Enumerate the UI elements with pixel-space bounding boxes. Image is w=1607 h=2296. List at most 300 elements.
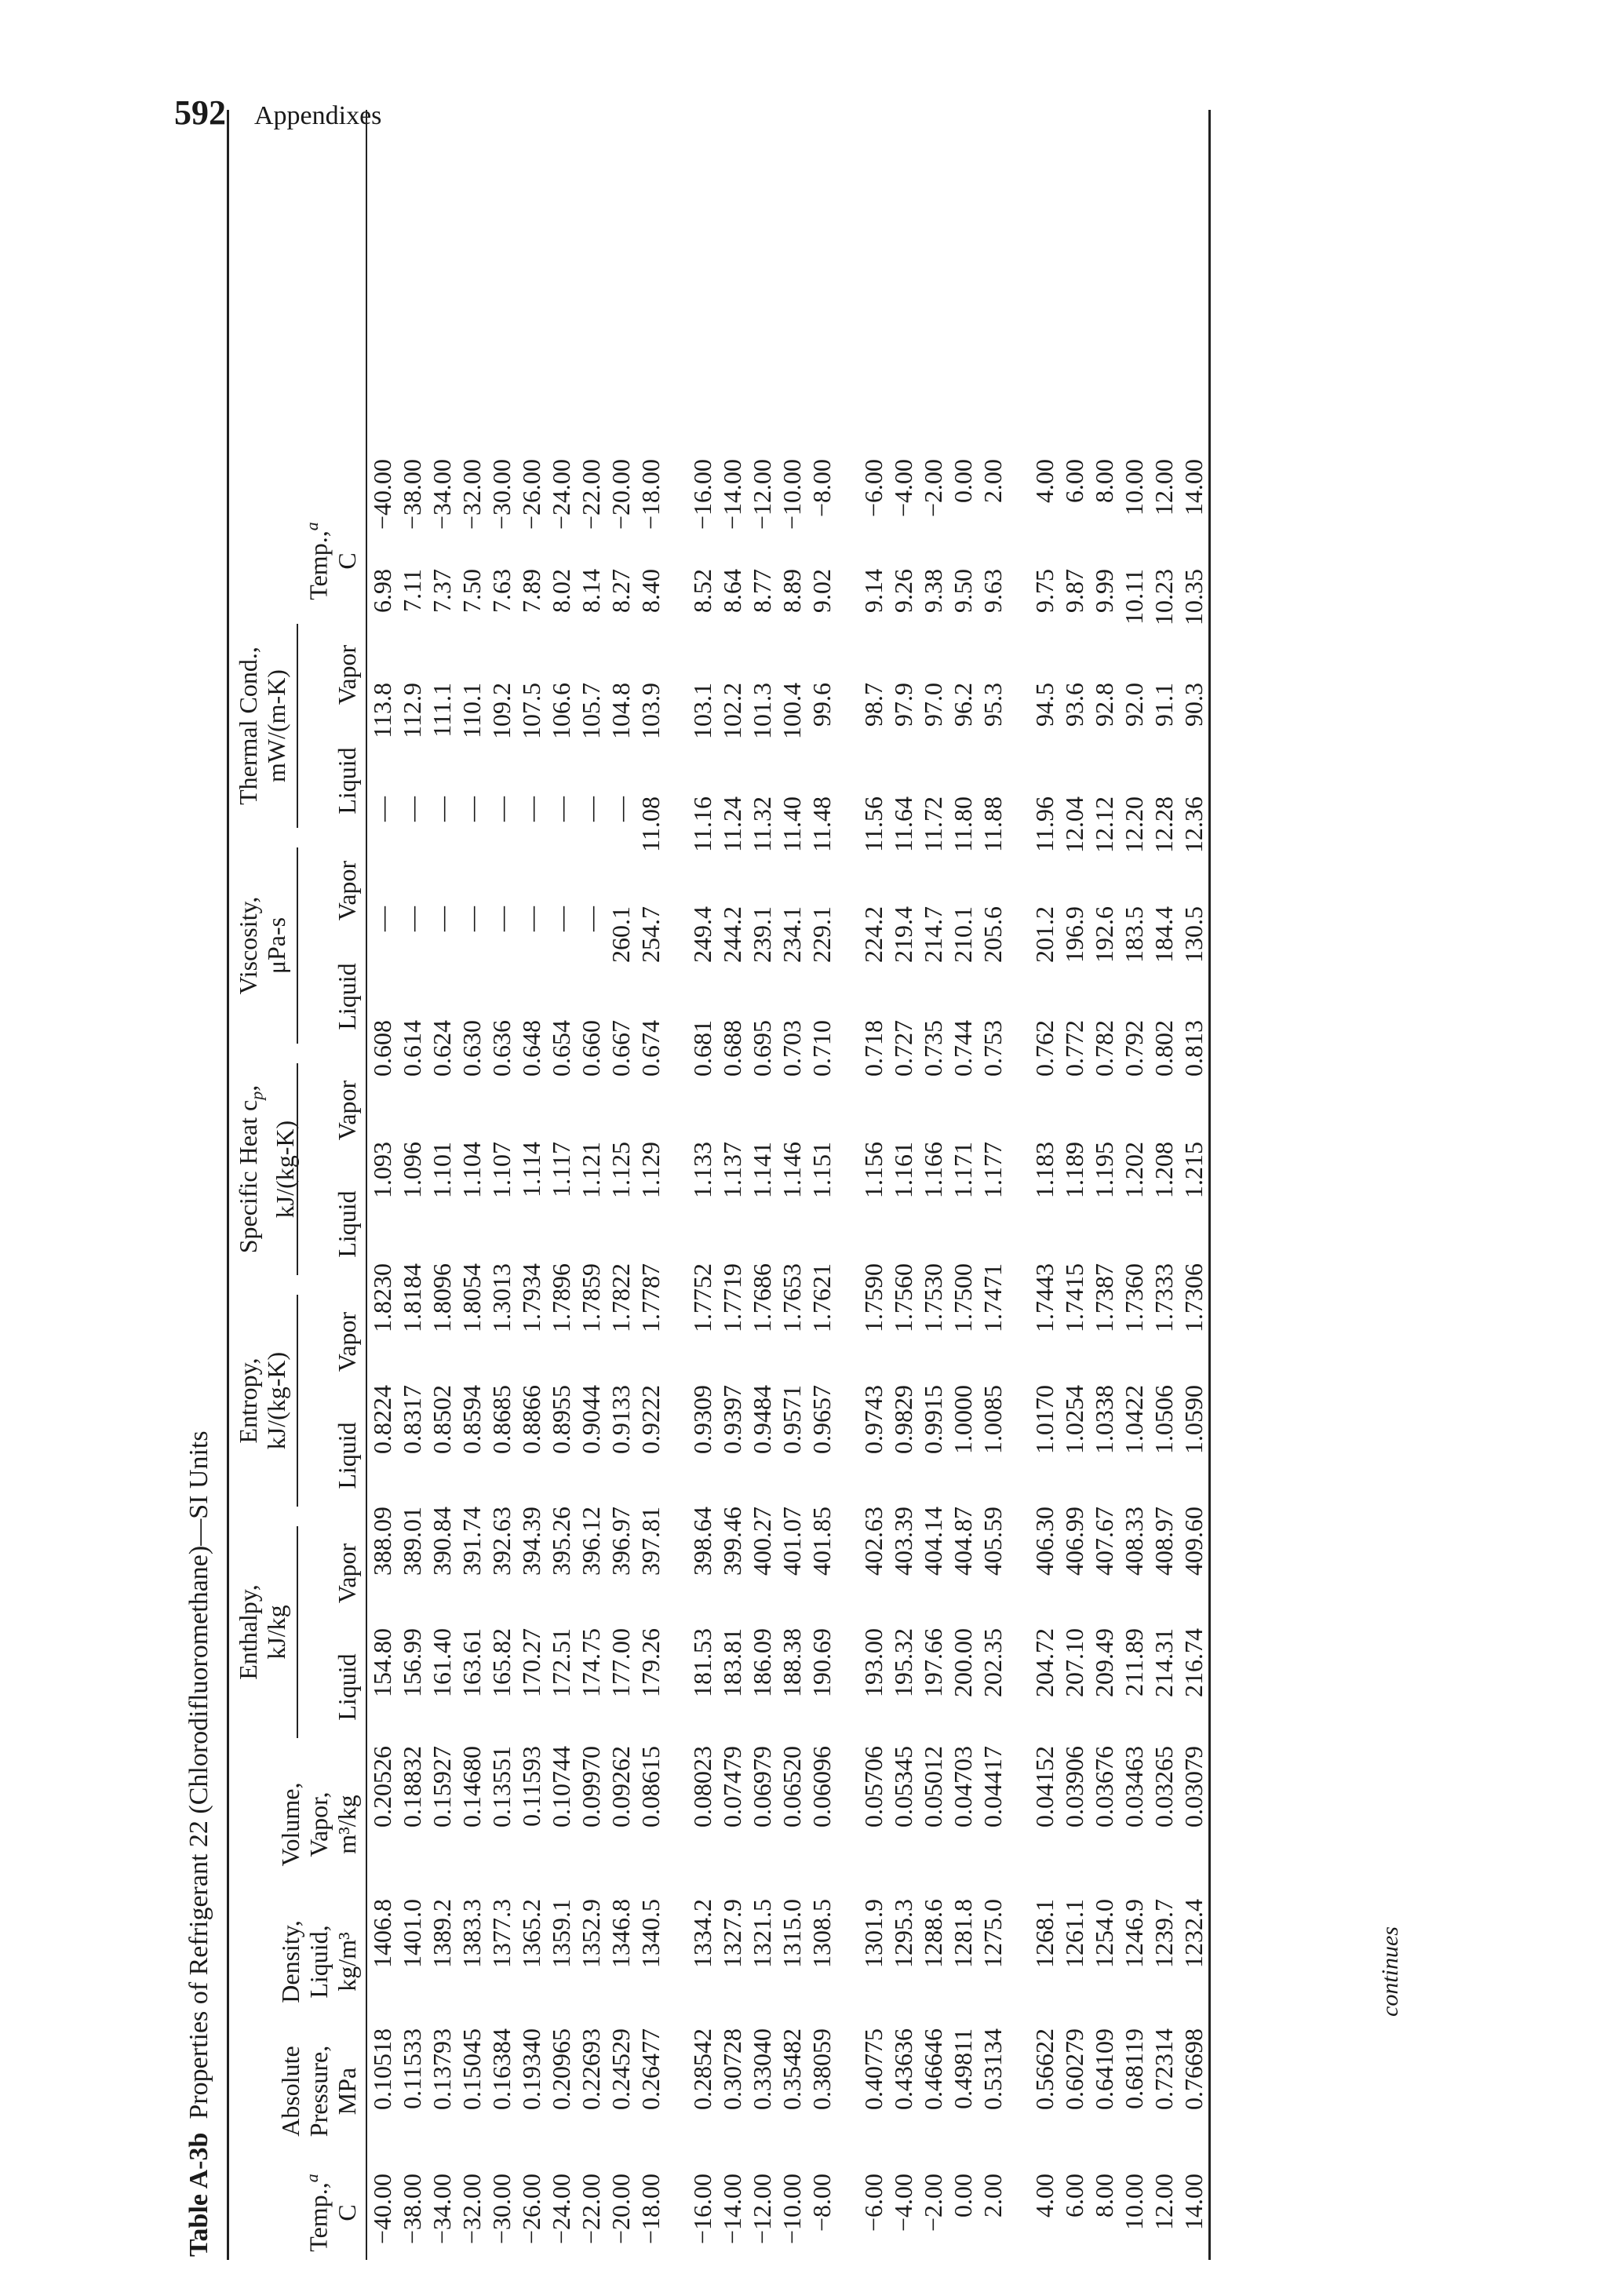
table-cell: 7.89 — [516, 569, 545, 613]
table-cell: 397.81 — [636, 1507, 665, 1576]
table-cell: 0.802 — [1149, 1020, 1178, 1077]
table-cell: −40.00 — [367, 2174, 396, 2245]
table-cell: 10.11 — [1119, 569, 1148, 625]
table-cell: 0.03463 — [1119, 1746, 1148, 1828]
table-cell: 406.99 — [1059, 1507, 1088, 1576]
header-cp-liquid: Liquid — [333, 1190, 361, 1258]
table-cell: 1.151 — [807, 1142, 836, 1198]
table-cell: 1281.8 — [948, 1899, 977, 1968]
table-cell: 9.75 — [1029, 569, 1059, 613]
entropy-rule — [297, 1295, 298, 1507]
table-cell: 95.3 — [978, 683, 1007, 727]
table-cell: 392.63 — [486, 1507, 516, 1576]
table-cell: −26.00 — [516, 2174, 545, 2245]
table-cell: 188.38 — [777, 1628, 806, 1697]
table-cell: 1327.9 — [717, 1899, 746, 1968]
table-cell: 396.97 — [606, 1507, 635, 1576]
table-cell: 0.19340 — [516, 2028, 545, 2110]
table-cell: 388.09 — [367, 1507, 396, 1576]
table-label: Table A-3b — [184, 2132, 213, 2257]
table-row — [367, 110, 397, 2260]
table-cell: −22.00 — [576, 459, 605, 530]
table-row — [807, 110, 836, 2260]
table-cell: −20.00 — [606, 459, 635, 530]
header-entropy-liquid: Liquid — [333, 1422, 361, 1489]
table-cell: 1275.0 — [978, 1899, 1007, 1968]
table-cell: 1.107 — [486, 1142, 516, 1198]
table-cell: 9.14 — [858, 569, 887, 613]
table-cell: 1.141 — [747, 1142, 776, 1198]
table-cell: — — [576, 796, 605, 822]
table-cell: 11.88 — [978, 796, 1007, 852]
table-cell: 0.03079 — [1179, 1746, 1208, 1828]
table-cell: 0.72314 — [1149, 2028, 1178, 2110]
table-cell: 1315.0 — [777, 1899, 806, 1968]
table-cell: 409.60 — [1179, 1507, 1208, 1576]
table-cell: — — [606, 796, 635, 822]
table-cell: 193.00 — [858, 1628, 887, 1697]
table-cell: 192.6 — [1089, 906, 1118, 963]
table-cell: −2.00 — [918, 2174, 947, 2232]
table-cell: 1261.1 — [1059, 1899, 1088, 1968]
table-cell: 1.7686 — [747, 1263, 776, 1332]
table-cell: 11.08 — [636, 796, 665, 852]
table-cell: 201.2 — [1029, 906, 1059, 963]
table-cell: 1401.0 — [397, 1899, 426, 1968]
table-cell: −24.00 — [546, 459, 575, 530]
table-cell: 174.75 — [576, 1628, 605, 1697]
table-cell: 0.753 — [978, 1020, 1007, 1077]
table-cell: 1.093 — [367, 1142, 396, 1198]
table-cell: 8.64 — [717, 569, 746, 613]
table-cell: 0.43636 — [888, 2028, 917, 2110]
table-cell: 0.8866 — [516, 1385, 545, 1454]
table-cell: 1268.1 — [1029, 1899, 1059, 1968]
table-cell: — — [457, 906, 486, 931]
enthalpy-rule — [297, 1526, 298, 1738]
table-cell: 0.35482 — [777, 2028, 806, 2110]
table-cell: 0.8955 — [546, 1385, 575, 1454]
table-cell: 0.9044 — [576, 1385, 605, 1454]
table-cell: 9.99 — [1089, 569, 1118, 613]
table-cell: 2.00 — [978, 2174, 1007, 2218]
table-cell: 0.08023 — [687, 1746, 716, 1828]
table-cell: 0.9571 — [777, 1385, 806, 1454]
continues-note: continues — [1377, 1926, 1403, 2017]
table-cell: 1346.8 — [606, 1899, 635, 1968]
table-cell: −34.00 — [427, 459, 456, 530]
table-row — [948, 110, 978, 2260]
table-cell: −12.00 — [747, 459, 776, 530]
table-cell: 1.0590 — [1179, 1385, 1208, 1454]
table-cell: 0.648 — [516, 1020, 545, 1077]
table-cell: — — [427, 796, 456, 822]
table-cell: 0.9743 — [858, 1385, 887, 1454]
table-cell: 0.11533 — [397, 2028, 426, 2109]
table-cell: 1.7333 — [1149, 1263, 1178, 1332]
table-row — [427, 110, 457, 2260]
table-cell: 0.33040 — [747, 2028, 776, 2110]
table-row — [516, 110, 546, 2260]
table-cell: 1.7859 — [576, 1263, 605, 1332]
table-cell: 1.7530 — [918, 1263, 947, 1332]
table-cell: 1.171 — [948, 1142, 977, 1198]
table-cell: 9.50 — [948, 569, 977, 613]
table-cell: 1.7621 — [807, 1263, 836, 1332]
table-cell: 0.8594 — [457, 1385, 486, 1454]
table-cell: 8.77 — [747, 569, 776, 613]
table-cell: 200.00 — [948, 1628, 977, 1697]
table-cell: −30.00 — [486, 459, 516, 530]
table-cell: 0.24529 — [606, 2028, 635, 2110]
table-cell: 0.22693 — [576, 2028, 605, 2110]
table-cell: 12.20 — [1119, 796, 1148, 853]
table-cell: 156.99 — [397, 1628, 426, 1697]
table-cell: 0.38059 — [807, 2028, 836, 2110]
table-cell: 1.7306 — [1179, 1263, 1208, 1332]
table-cell: 183.81 — [717, 1628, 746, 1697]
table-cell: 1.096 — [397, 1142, 426, 1198]
header-enthalpy-liquid: Liquid — [333, 1653, 361, 1721]
group-gap — [665, 110, 687, 2260]
table-cell: 7.50 — [457, 569, 486, 613]
page-number: 592 — [174, 93, 226, 132]
table-cell: 112.9 — [397, 683, 426, 738]
table-cell: — — [457, 796, 486, 822]
table-cell: 0.762 — [1029, 1020, 1059, 1077]
table-cell: 196.9 — [1059, 906, 1088, 963]
table-cell: 11.72 — [918, 796, 947, 852]
table-cell: −4.00 — [888, 2174, 917, 2232]
table-cell: 403.39 — [888, 1507, 917, 1576]
header-thermal-vapor: Vapor — [333, 644, 361, 705]
table-cell: 0.20965 — [546, 2028, 575, 2110]
table-cell: 11.64 — [888, 796, 917, 852]
table-cell: 0.05012 — [918, 1746, 947, 1828]
table-cell: 1.125 — [606, 1142, 635, 1198]
table-cell: 181.53 — [687, 1628, 716, 1697]
table-cell: 0.08615 — [636, 1746, 665, 1828]
table-cell: 214.31 — [1149, 1628, 1178, 1697]
table-cell: 90.3 — [1179, 683, 1208, 727]
header-temp-right: Temp.,$^a$ C — [302, 522, 361, 600]
table-cell: 10.35 — [1179, 569, 1208, 625]
table-cell: 1.161 — [888, 1142, 917, 1198]
table-cell: 209.49 — [1089, 1628, 1118, 1697]
table-cell: 404.14 — [918, 1507, 947, 1576]
table-cell: 0.09970 — [576, 1746, 605, 1828]
table-cell: 0.10744 — [546, 1746, 575, 1828]
table-cell: 101.3 — [747, 683, 776, 739]
table-cell: 0.16384 — [486, 2028, 516, 2110]
table-cell: 7.63 — [486, 569, 516, 613]
table-cell: 105.7 — [576, 683, 605, 739]
thermal-rule — [297, 624, 298, 828]
table-cell: 1.7415 — [1059, 1263, 1088, 1332]
table-cell: 0.49811 — [948, 2028, 977, 2109]
table-cell: 0.00 — [948, 459, 977, 503]
table-cell: 224.2 — [858, 906, 887, 963]
table-cell: 1.0170 — [1029, 1385, 1059, 1454]
table-cell: 244.2 — [717, 906, 746, 963]
table-cell: 12.12 — [1089, 796, 1118, 853]
table-cell: 0.688 — [717, 1020, 746, 1077]
table-cell: −22.00 — [576, 2174, 605, 2245]
table-row — [457, 110, 486, 2260]
table-cell: 1.202 — [1119, 1142, 1148, 1198]
table-body — [367, 110, 1208, 2260]
table-cell: 1.195 — [1089, 1142, 1118, 1198]
table-cell: — — [546, 796, 575, 822]
table-cell: 92.0 — [1119, 683, 1148, 727]
table-cell: 0.9915 — [918, 1385, 947, 1454]
table-cell: — — [427, 906, 456, 931]
table-cell: 12.28 — [1149, 796, 1178, 853]
table-cell: — — [367, 906, 396, 931]
table-cell: −8.00 — [807, 459, 836, 518]
header-thermal-conductivity: Thermal Cond., mW/(m-K) — [234, 647, 290, 805]
table-cell: −38.00 — [397, 459, 426, 530]
table-cell: 399.46 — [717, 1507, 746, 1576]
table-cell: −16.00 — [687, 2174, 716, 2245]
table-cell: 398.64 — [687, 1507, 716, 1576]
table-cell: 407.67 — [1089, 1507, 1118, 1576]
table-cell: 1.0085 — [978, 1385, 1007, 1454]
table-cell: 0.53134 — [978, 2028, 1007, 2110]
table-cell: 402.63 — [858, 1507, 887, 1576]
table-cell: 1.7387 — [1089, 1263, 1118, 1332]
table-cell: 170.27 — [516, 1628, 545, 1697]
table-cell: 0.608 — [367, 1020, 396, 1077]
table-cell: 1.0506 — [1149, 1385, 1178, 1454]
table-cell: 110.1 — [457, 683, 486, 738]
table-cell: 12.04 — [1059, 796, 1088, 853]
table-cell: 93.6 — [1059, 683, 1088, 727]
table-cell: 1.166 — [918, 1142, 947, 1198]
table-cell: −38.00 — [397, 2174, 426, 2245]
table-cell: 0.05345 — [888, 1746, 917, 1828]
table-cell: −40.00 — [367, 459, 396, 530]
table-cell: 9.63 — [978, 569, 1007, 613]
table-cell: 1246.9 — [1119, 1899, 1148, 1968]
table-cell: −10.00 — [777, 2174, 806, 2245]
table-cell: 1.8096 — [427, 1263, 456, 1332]
table-cell: — — [516, 906, 545, 931]
table-cell: 1406.8 — [367, 1899, 396, 1968]
header-thermal-liquid: Liquid — [333, 747, 361, 815]
specific-heat-rule — [297, 1063, 298, 1275]
table-cell: −34.00 — [427, 2174, 456, 2245]
table-cell: 400.27 — [747, 1507, 776, 1576]
table-cell: 1.183 — [1029, 1142, 1059, 1198]
table-cell: 0.654 — [546, 1020, 575, 1077]
table-cell: −20.00 — [606, 2174, 635, 2245]
table-cell: 0.660 — [576, 1020, 605, 1077]
table-row — [636, 110, 665, 2260]
header-specific-heat: Specific Heat $c_p$, kJ/(kg-K) — [234, 1084, 300, 1254]
table-cell: −32.00 — [457, 459, 486, 530]
table-cell: 1.7822 — [606, 1263, 635, 1332]
table-cell: 260.1 — [606, 906, 635, 963]
table-cell: 1.3013 — [486, 1263, 516, 1332]
table-cell: 1.189 — [1059, 1142, 1088, 1198]
header-density: Density, Liquid, kg/m³ — [276, 1920, 361, 2003]
table-cell: 0.68119 — [1119, 2028, 1148, 2109]
table-cell: 92.8 — [1089, 683, 1118, 727]
table-cell: 11.40 — [777, 796, 806, 852]
viscosity-rule — [297, 847, 298, 1044]
table-cell: 10.23 — [1149, 569, 1178, 625]
table-cell: 1254.0 — [1089, 1899, 1118, 1968]
table-cell: 1.7934 — [516, 1263, 545, 1332]
table-cell: 154.80 — [367, 1628, 396, 1697]
table-cell: 8.52 — [687, 569, 716, 613]
table-cell: 1359.1 — [546, 1899, 575, 1968]
table-caption — [184, 110, 227, 2260]
table-cell: 0.06979 — [747, 1746, 776, 1828]
table-cell: 0.46646 — [918, 2028, 947, 2110]
table-cell: 0.18832 — [397, 1746, 426, 1828]
header-enthalpy-vapor: Vapor — [333, 1543, 361, 1604]
table-cell: — — [397, 796, 426, 822]
table-cell: — — [516, 796, 545, 822]
table-cell: 195.32 — [888, 1628, 917, 1697]
table-cell: 0.735 — [918, 1020, 947, 1077]
table-cell: 0.09262 — [606, 1746, 635, 1828]
table-row — [1149, 110, 1179, 2260]
table-row — [717, 110, 747, 2260]
table-cell: 0.681 — [687, 1020, 716, 1077]
table-cell: 1321.5 — [747, 1899, 776, 1968]
table-cell: 207.10 — [1059, 1628, 1088, 1697]
table-cell: −14.00 — [717, 2174, 746, 2245]
table-cell: 0.15045 — [457, 2028, 486, 2110]
table-cell: 130.5 — [1179, 906, 1208, 963]
table-cell: 391.74 — [457, 1507, 486, 1576]
table-cell: 10.00 — [1119, 459, 1148, 516]
table-cell: 179.26 — [636, 1628, 665, 1697]
table-cell: 0.630 — [457, 1020, 486, 1077]
table-cell: 0.703 — [777, 1020, 806, 1077]
running-head: Appendixes — [254, 101, 382, 130]
table-cell: 6.98 — [367, 569, 396, 613]
table-cell: 184.4 — [1149, 906, 1178, 963]
table-cell: 1.156 — [858, 1142, 887, 1198]
table-cell: 11.56 — [858, 796, 887, 852]
table-cell: 1334.2 — [687, 1899, 716, 1968]
table-cell: 1389.2 — [427, 1899, 456, 1968]
table-cell: 2.00 — [978, 459, 1007, 503]
table-cell: 0.26477 — [636, 2028, 665, 2110]
table-cell: 0.636 — [486, 1020, 516, 1077]
header-cp-vapor: Vapor — [333, 1080, 361, 1141]
table-cell: 1.8184 — [397, 1263, 426, 1332]
table-cell: −24.00 — [546, 2174, 575, 2245]
table-cell: 106.6 — [546, 683, 575, 739]
table-cell: 0.8224 — [367, 1385, 396, 1454]
table-cell: 219.4 — [888, 906, 917, 963]
table-cell: 0.10518 — [367, 2028, 396, 2110]
table-cell: 7.11 — [397, 569, 426, 612]
table-cell: 11.16 — [687, 796, 716, 852]
table-cell: −14.00 — [717, 459, 746, 530]
table-cell: 8.02 — [546, 569, 575, 613]
table-cell: 9.02 — [807, 569, 836, 613]
table-cell: 8.89 — [777, 569, 806, 613]
table-row — [888, 110, 918, 2260]
table-cell: 1.0000 — [948, 1385, 977, 1454]
table-cell: 0.667 — [606, 1020, 635, 1077]
table-cell: 1.101 — [427, 1142, 456, 1198]
table-cell: 389.01 — [397, 1507, 426, 1576]
table-cell: 1.117 — [546, 1142, 575, 1197]
table-row — [1089, 110, 1119, 2260]
table-cell: 6.00 — [1059, 2174, 1088, 2218]
table-cell: 1.7787 — [636, 1263, 665, 1332]
table-cell: 0.792 — [1119, 1020, 1148, 1077]
table-cell: 0.9133 — [606, 1385, 635, 1454]
table-row — [747, 110, 777, 2260]
table-cell: 0.782 — [1089, 1020, 1118, 1077]
header-viscosity-liquid: Liquid — [333, 963, 361, 1030]
table-cell: 210.1 — [948, 906, 977, 963]
table-cell: 0.8317 — [397, 1385, 426, 1454]
table-cell: 1383.3 — [457, 1899, 486, 1968]
table-cell: — — [397, 906, 426, 931]
table-cell: 0.674 — [636, 1020, 665, 1077]
table-cell: 91.1 — [1149, 683, 1178, 727]
table-cell: 0.11593 — [516, 1746, 545, 1827]
table-cell: 10.00 — [1119, 2174, 1148, 2230]
table-cell: 0.03906 — [1059, 1746, 1088, 1828]
table-cell: 204.72 — [1029, 1628, 1059, 1697]
table-cell: 396.12 — [576, 1507, 605, 1576]
table-cell: 9.38 — [918, 569, 947, 613]
header-entropy-vapor: Vapor — [333, 1311, 361, 1372]
table-cell: 99.6 — [807, 683, 836, 727]
table-cell: — — [367, 796, 396, 822]
table-cell: 1.7471 — [978, 1263, 1007, 1332]
table-cell: 1340.5 — [636, 1899, 665, 1968]
table-cell: 7.37 — [427, 569, 456, 613]
table-cell: 0.14680 — [457, 1746, 486, 1828]
table-cell: 0.06096 — [807, 1746, 836, 1828]
table-cell: 11.48 — [807, 796, 836, 852]
header-viscosity: Viscosity, μPa-s — [234, 896, 290, 995]
table-cell: 0.13793 — [427, 2028, 456, 2110]
table-cell: 229.1 — [807, 906, 836, 963]
table-cell: 12.00 — [1149, 2174, 1178, 2230]
table-cell: 1.7360 — [1119, 1263, 1148, 1332]
table-cell: 1365.2 — [516, 1899, 545, 1968]
table-cell: 1.215 — [1179, 1142, 1208, 1198]
table-cell: 0.9309 — [687, 1385, 716, 1454]
table-cell: 0.710 — [807, 1020, 836, 1077]
table-cell: 0.9222 — [636, 1385, 665, 1454]
table-cell: 1.0338 — [1089, 1385, 1118, 1454]
table-cell: 406.30 — [1029, 1507, 1059, 1576]
table-cell: 1308.5 — [807, 1899, 836, 1968]
table-cell: 9.87 — [1059, 569, 1088, 613]
header-volume: Volume, Vapor, m³/kg — [276, 1782, 361, 1867]
table-cell: 395.26 — [546, 1507, 575, 1576]
table-row — [606, 110, 636, 2260]
table-cell: 408.97 — [1149, 1507, 1178, 1576]
table-cell: 0.04703 — [948, 1746, 977, 1828]
table-cell: 205.6 — [978, 906, 1007, 963]
table-cell: 1301.9 — [858, 1899, 887, 1968]
table-cell: 8.00 — [1089, 2174, 1118, 2218]
